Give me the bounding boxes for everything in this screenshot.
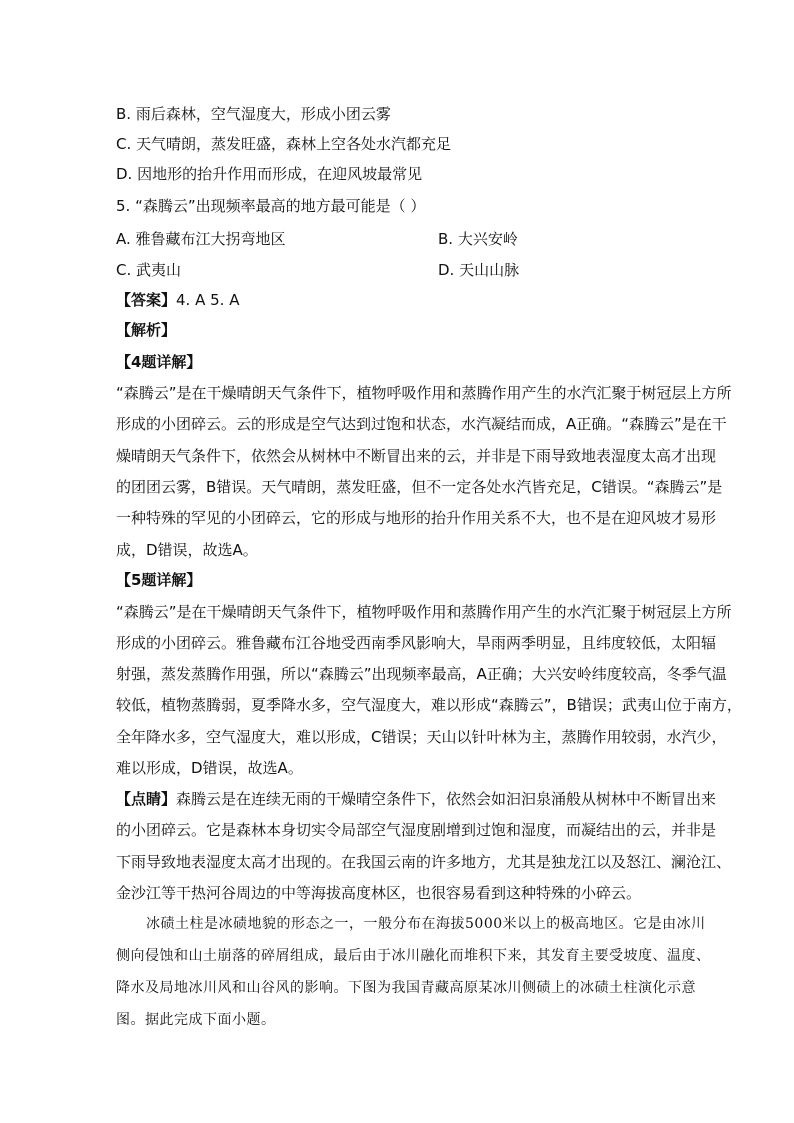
q5-option-b: B. 大兴安岭: [438, 230, 518, 248]
passage-line: 图。据此完成下面小题。: [116, 1012, 276, 1028]
q4-option-b: B. 雨后森林，空气湿度大，形成小团云雾: [116, 105, 391, 123]
answer-line: [116, 290, 716, 310]
detail4-line: 成，D错误，故选A。: [116, 541, 258, 559]
q5-option-a: A. 雅鲁藏布江大拐弯地区: [116, 230, 286, 248]
detail5-line: 形成的小团碎云。雅鲁藏布江谷地受西南季风影响大，旱雨两季明显，且纬度较低，太阳辐: [116, 634, 717, 652]
q4-option-c: C. 天气晴朗，蒸发旺盛，森林上空各处水汽都充足: [116, 135, 452, 153]
detail4-heading: 【4题详解】: [116, 353, 202, 371]
tip-text: 森腾云是在连续无雨的干燥晴空条件下，依然会如汩汩泉涌般从树林中不断冒出来: [176, 790, 717, 808]
passage-line: 侧向侵蚀和山土崩落的碎屑组成，最后由于冰川融化而堆积下来，其发育主要受坡度、温度、: [116, 948, 711, 964]
passage-line: 冰碛土柱是冰碛地貌的形态之一，一般分布在海拔5000米以上的极高地区。它是由冰川: [146, 916, 706, 932]
q5-option-d: D. 天山山脉: [438, 261, 520, 279]
passage-line: 降水及局地冰川风和山谷风的影响。下图为我国青藏高原某冰川侧碛上的冰碛土柱演化示意: [116, 980, 696, 996]
analysis-label: 【解析】: [116, 321, 177, 339]
tip-label: 【点睛】: [116, 790, 177, 808]
detail5-heading: 【5题详解】: [116, 571, 202, 589]
tip-line-first: [116, 789, 716, 809]
detail5-line: 全年降水多，空气湿度大，难以形成，C错误；天山以针叶林为主，蒸腾作用较弱，水汽少，: [116, 728, 727, 746]
detail5-line: 射强，蒸发蒸腾作用强，所以“森腾云”出现频率最高，A正确；大兴安岭纬度较高，冬季气温: [116, 665, 727, 683]
tip-line: 的小团碎云。它是森林本身切实令局部空气湿度剧增到过饱和湿度，而凝结出的云，并非是: [116, 821, 717, 839]
detail4-line: 形成的小团碎云。云的形成是空气达到过饱和状态，水汽凝结而成，A正确。“森腾云”是在干: [116, 415, 727, 433]
answer-text: 4. A 5. A: [176, 291, 240, 309]
q4-option-d: D. 因地形的抬升作用而形成，在迎风坡最常见: [116, 165, 423, 183]
tip-line: 金沙江等干热河谷周边的中等海拔高度林区，也很容易看到这种特殊的小碎云。: [116, 884, 642, 902]
q5-stem: 5. “森腾云”出现频率最高的地方最可能是（ ）: [116, 197, 426, 215]
detail4-line: “森腾云”是在干燥晴朗天气条件下，植物呼吸作用和蒸腾作用产生的水汽汇聚于树冠层上方所: [116, 384, 732, 402]
detail4-line: 一种特殊的罕见的小团碎云，它的形成与地形的抬升作用关系不大，也不是在迎风坡才易形: [116, 509, 717, 527]
tip-line: 下雨导致地表湿度太高才出现的。在我国云南的许多地方，尤其是独龙江以及怒江、澜沧江、: [116, 853, 732, 871]
q5-option-c: C. 武夷山: [116, 261, 182, 279]
answer-label: 【答案】: [116, 291, 177, 309]
detail5-line: 难以形成，D错误，故选A。: [116, 759, 303, 777]
detail5-line: “森腾云”是在干燥晴朗天气条件下，植物呼吸作用和蒸腾作用产生的水汽汇聚于树冠层上方所: [116, 603, 732, 621]
detail4-line: 的团团云雾，B错误。天气晴朗，蒸发旺盛，但不一定各处水汽皆充足，C错误。“森腾云”是: [116, 478, 723, 496]
detail5-line: 较低，植物蒸腾弱，夏季降水多，空气湿度大，难以形成“森腾云”，B错误；武夷山位于南方，: [116, 696, 742, 714]
detail4-line: 燥晴朗天气条件下，依然会从树林中不断冒出来的云，并非是下雨导致地表湿度太高才出现: [116, 447, 717, 465]
